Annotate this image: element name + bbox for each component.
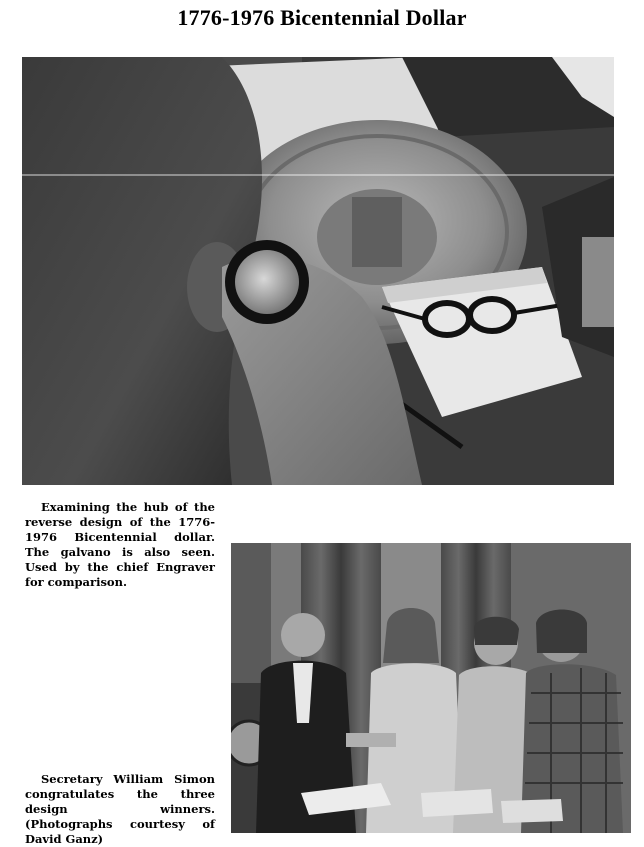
caption-award-ceremony: Secretary William Simon congratulates the three design winners. (Photographs courtesy of David Ganz) (25, 772, 215, 846)
award-ceremony-photo (231, 543, 631, 833)
page-title: 1776-1976 Bicentennial Dollar (177, 5, 467, 30)
coin-hub-photo (22, 57, 614, 485)
caption-hub-examination: Examining the hub of the reverse design of the 1776-1976 Bicentennial dollar. The galvano is also seen. Used by the chief Engraver for comparison. (25, 500, 215, 589)
